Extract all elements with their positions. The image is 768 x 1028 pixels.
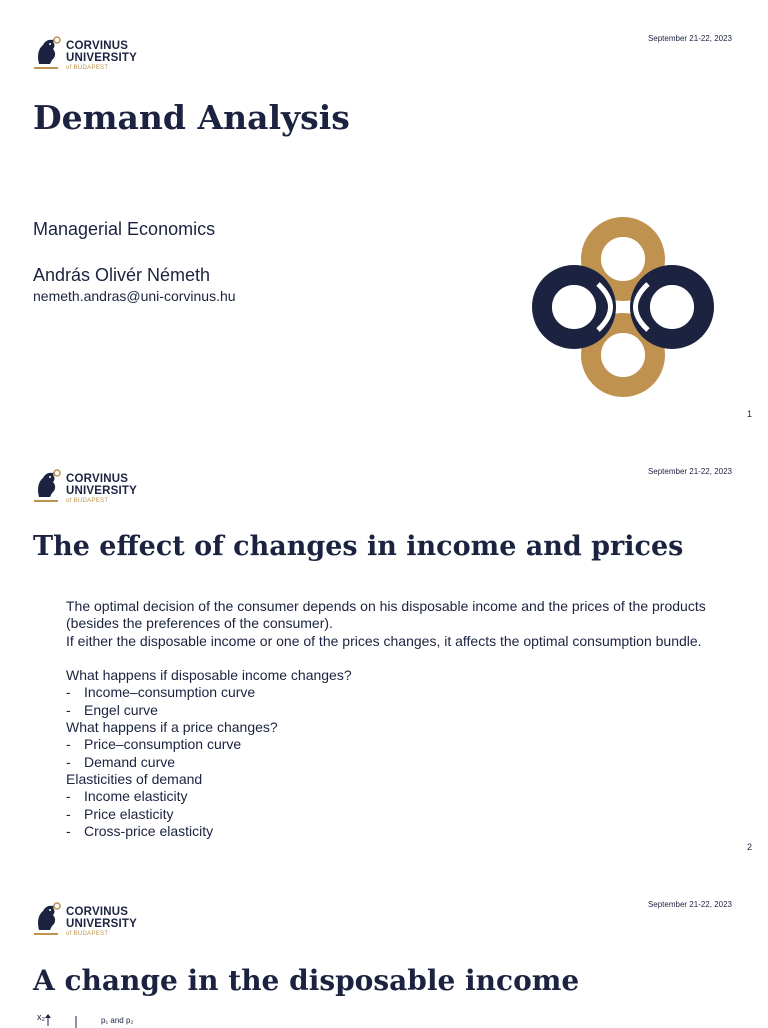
question-price: What happens if a price changes?	[66, 719, 278, 736]
bullet-dash: -	[66, 788, 71, 805]
corvinus-logo	[34, 36, 137, 72]
logo-line-budapest: of BUDAPEST	[66, 498, 109, 504]
logo-underline	[34, 500, 58, 502]
list-item-label: Demand curve	[84, 753, 176, 770]
list-item	[66, 823, 746, 840]
prices-note: p₁ and p₂	[101, 1016, 134, 1025]
raven-logo-icon	[34, 902, 62, 934]
list-item-label: Cross-price elasticity	[84, 822, 214, 839]
raven-logo-icon	[34, 36, 62, 68]
bullet-dash: -	[66, 753, 71, 770]
list-item	[66, 788, 746, 805]
list-item	[66, 754, 746, 771]
list-item	[66, 736, 746, 753]
axis-label-x2: x₂	[37, 1012, 45, 1022]
corvinus-logo	[34, 469, 137, 505]
logo-line-corvinus: CORVINUS	[66, 40, 129, 52]
bullet-dash: -	[66, 822, 71, 839]
body-line: (besides the preferences of the consumer).	[66, 615, 333, 632]
bullet-dash: -	[66, 684, 71, 701]
logo-underline	[34, 933, 58, 935]
slide-title: Demand Analysis	[33, 98, 350, 137]
body-line: If either the disposable income or one of the prices changes, it affects the optimal consumption bundle.	[66, 632, 702, 649]
list-item-label: Price elasticity	[84, 805, 174, 822]
page-number: 1	[746, 409, 752, 419]
author-name: András Olivér Németh	[33, 265, 211, 285]
page-number: 2	[746, 842, 752, 852]
slide-3	[0, 866, 768, 1024]
logo-line-university: UNIVERSITY	[66, 52, 138, 64]
list-item	[66, 806, 746, 823]
logo-line-corvinus: CORVINUS	[66, 906, 129, 918]
author-email: nemeth.andras@uni-corvinus.hu	[33, 288, 236, 304]
logo-line-university: UNIVERSITY	[66, 485, 138, 497]
slide-title: A change in the disposable income	[33, 964, 580, 997]
logo-line-corvinus: CORVINUS	[66, 473, 129, 485]
logo-line-budapest: of BUDAPEST	[66, 931, 109, 937]
list-item	[66, 702, 746, 719]
bullet-dash: -	[66, 701, 71, 718]
curve-fragment	[74, 1016, 80, 1028]
list-item-label: Income elasticity	[84, 788, 188, 805]
bullet-dash: -	[66, 805, 71, 822]
logo-underline	[34, 67, 58, 69]
slide-title: The effect of changes in income and prices	[33, 531, 684, 562]
question-income: What happens if disposable income changes?	[66, 667, 352, 684]
slide-date: September 21-22, 2023	[647, 467, 732, 476]
corvinus-logo	[34, 902, 137, 938]
slide-date: September 21-22, 2023	[647, 900, 732, 909]
bullet-dash: -	[66, 736, 71, 753]
course-name: Managerial Economics	[33, 219, 216, 239]
axis-arrow-icon	[45, 1014, 55, 1026]
list-item-label: Price–consumption curve	[84, 736, 242, 753]
raven-logo-icon	[34, 469, 62, 501]
slide-1	[0, 0, 768, 433]
heading-elasticities: Elasticities of demand	[66, 770, 203, 787]
list-item	[66, 684, 746, 701]
logo-line-university: UNIVERSITY	[66, 918, 138, 930]
slide-2-body	[66, 598, 746, 840]
list-item-label: Engel curve	[84, 701, 158, 718]
body-line: The optimal decision of the consumer depends on his disposable income and the prices of the products	[66, 598, 706, 614]
slide-date: September 21-22, 2023	[647, 34, 732, 43]
list-item-label: Income–consumption curve	[84, 684, 256, 701]
corvinus-rings-emblem	[528, 212, 718, 402]
logo-line-budapest: of BUDAPEST	[66, 65, 109, 71]
